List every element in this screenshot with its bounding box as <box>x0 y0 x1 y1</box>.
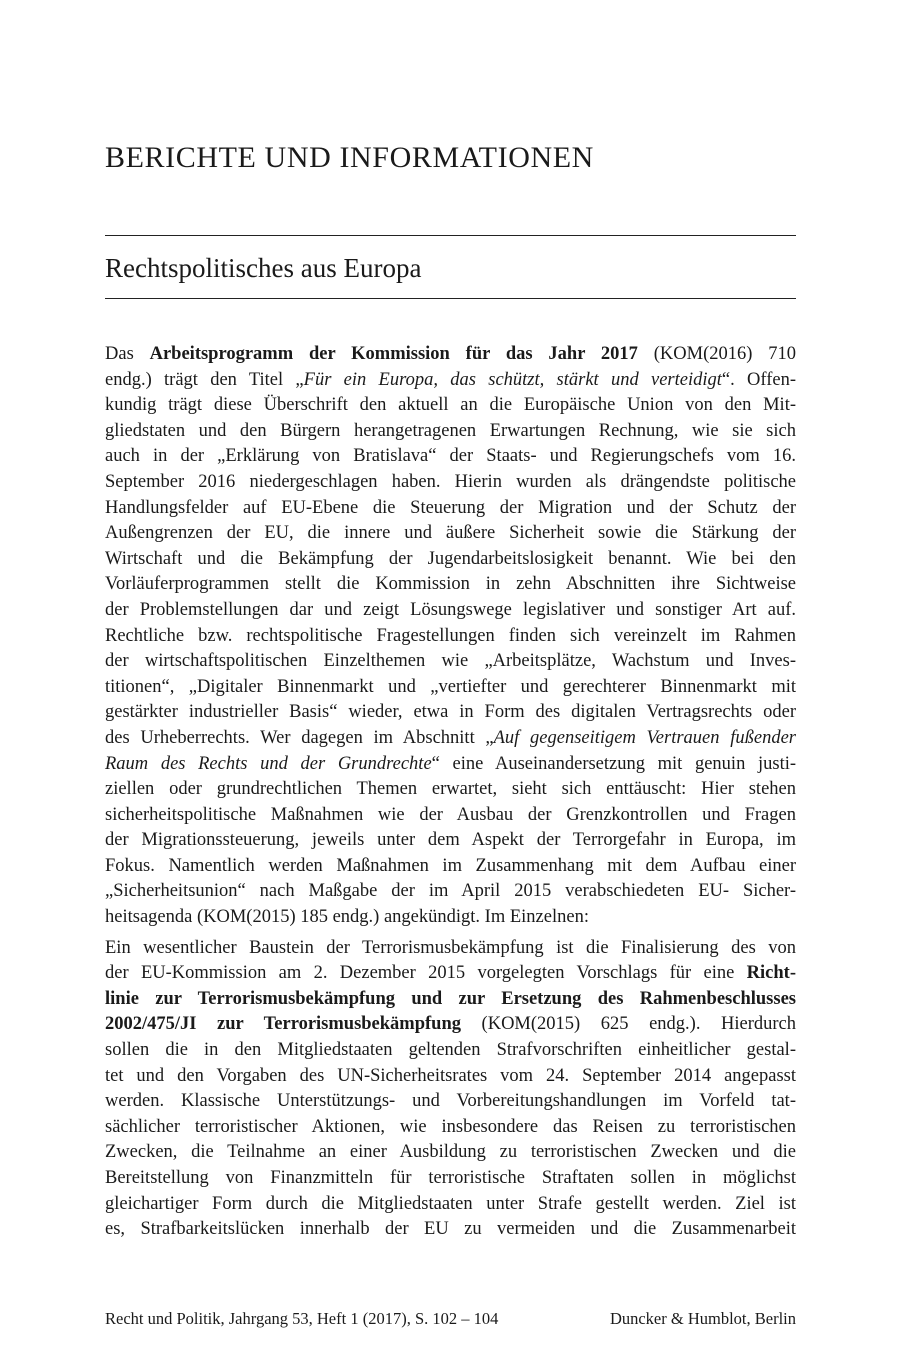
text-line <box>105 1192 796 1218</box>
text-line <box>105 624 796 650</box>
text-line <box>105 961 796 987</box>
text-run: Wirtschaft und die Bekämpfung der Jugendarbeitslosigkeit benannt. Wie bei den <box>105 548 796 569</box>
text-run: (KOM(2015) 625 endg.). Hierdurch <box>461 1014 796 1035</box>
text-line <box>105 854 796 880</box>
text-line <box>105 1166 796 1192</box>
text-run: sächlicher terroristischer Aktionen, wie insbesondere das Reisen zu terroristischen <box>105 1116 796 1137</box>
text-run: endg.) trägt den Titel „ <box>105 369 304 390</box>
text-line <box>105 726 796 752</box>
bold-text: Arbeitsprogramm der Kommission für das Jahr 2017 <box>149 344 638 364</box>
journal-citation: Recht und Politik, Jahrgang 53, Heft 1 (2017), S. 102 – 104 <box>105 1309 499 1328</box>
text-run: Fokus. Namentlich werden Maßnahmen im Zusammenhang mit dem Aufbau einer <box>105 855 796 876</box>
text-run: sollen die in den Mitgliedstaaten geltenden Strafvorschriften einheitlicher gestal- <box>105 1040 796 1061</box>
text-line <box>105 1089 796 1115</box>
text-run: tet und den Vorgaben des UN-Sicherheitsrates vom 24. September 2014 angepasst <box>105 1065 796 1086</box>
text-line <box>105 1140 796 1166</box>
bold-text: Richt- <box>746 963 796 984</box>
article-subtitle: Rechtspolitisches aus Europa <box>105 253 422 283</box>
section-title: BERICHTE UND INFORMATIONEN <box>105 141 594 174</box>
text-line <box>105 419 796 445</box>
text-line <box>105 368 796 394</box>
text-line <box>105 752 796 778</box>
text-line <box>105 572 796 598</box>
italic-text: Raum des Rechts und der Grundrechte <box>105 753 432 774</box>
text-run: “. Offen- <box>721 369 796 390</box>
paragraph-1 <box>105 342 796 931</box>
text-line <box>105 1064 796 1090</box>
text-line <box>105 828 796 854</box>
text-run: “ eine Auseinandersetzung mit genuin justi- <box>431 753 797 774</box>
bottom-rule <box>105 298 796 299</box>
text-line <box>105 987 796 1013</box>
page-footer <box>105 1308 796 1330</box>
text-line <box>105 905 796 931</box>
text-run: September 2016 niedergeschlagen haben. Hierin wurden als drängendste politische <box>105 471 796 492</box>
text-line <box>105 496 796 522</box>
text-run: des Urheberrechts. Wer dagegen im Abschnitt „ <box>105 727 494 748</box>
text-run: „Sicherheitsunion“ nach Maßgabe der im April 2015 verabschiedeten EU- Sicher- <box>105 881 796 902</box>
article-body <box>105 342 796 1243</box>
text-run: gliedstaten und den Bürgern herangetragenen Erwartungen Rechnung, wie sie sich <box>105 420 796 441</box>
text-run: werden. Klassische Unterstützungs- und Vorbereitungshandlungen im Vorfeld tat- <box>105 1091 796 1112</box>
text-run: der wirtschaftspolitischen Einzelthemen wie „Arbeitsplätze, Wachstum und Inves- <box>105 651 796 672</box>
text-line <box>105 1012 796 1038</box>
text-run: Handlungsfelder auf EU-Ebene die Steuerung der Migration und der Schutz der <box>105 497 796 518</box>
text-run: Ein wesentlicher Baustein der Terrorismusbekämpfung ist die Finalisierung des von <box>105 937 796 958</box>
text-line <box>105 879 796 905</box>
text-run: (KOM(2016) 710 <box>637 344 796 364</box>
text-run: Vorläuferprogrammen stellt die Kommission in zehn Abschnitten ihre Sichtweise <box>105 574 796 595</box>
text-line <box>105 803 796 829</box>
text-run: der EU-Kommission am 2. Dezember 2015 vorgelegten Vorschlags für eine <box>105 963 747 984</box>
italic-text: Auf gegenseitigem Vertrauen fußender <box>493 727 796 748</box>
text-run: kundig trägt diese Überschrift den aktuell an die Europäische Union von den Mit- <box>105 395 796 416</box>
text-line <box>105 1217 796 1243</box>
text-line <box>105 444 796 470</box>
text-run: Das <box>105 344 150 364</box>
text-run: Bereitstellung von Finanzmitteln für terroristische Straftaten sollen in möglichst <box>105 1168 796 1188</box>
text-run: heitsagenda (KOM(2015) 185 endg.) angekündigt. Im Einzelnen: <box>105 907 589 928</box>
bold-text: linie zur Terrorismusbekämpfung und zur Ersetzung des Rahmenbeschlusses <box>105 988 796 1009</box>
text-run: titionen“, „Digitaler Binnenmarkt und „vertiefter und gerechterer Binnenmarkt mit <box>105 676 796 697</box>
text-line <box>105 1115 796 1141</box>
text-run: der Problemstellungen dar und zeigt Lösungswege legislativer und sonstiger Art auf. <box>105 599 796 620</box>
text-line <box>105 521 796 547</box>
text-line <box>105 547 796 573</box>
text-line <box>105 598 796 624</box>
text-line <box>105 342 796 368</box>
italic-text: Für ein Europa, das schützt, stärkt und verteidigt <box>303 369 722 390</box>
text-line <box>105 393 796 419</box>
text-line <box>105 470 796 496</box>
text-run: sicherheitspolitische Maßnahmen wie der Ausbau der Grenzkontrollen und Fragen <box>105 804 796 825</box>
text-run: gleichartiger Form durch die Mitgliedstaaten unter Strafe gestellt werden. Ziel ist <box>105 1193 796 1214</box>
text-run: Zwecken, die Teilnahme an einer Ausbildung zu terroristischen Zwecken und die <box>105 1142 796 1163</box>
top-rule <box>105 235 796 236</box>
publisher-name: Duncker & Humblot, Berlin <box>609 1309 796 1328</box>
bold-text: 2002/475/JI zur Terrorismusbekämpfung <box>105 1014 461 1035</box>
text-run: Rechtliche bzw. rechtspolitische Fragestellungen finden sich vereinzelt im Rahmen <box>105 625 796 646</box>
text-run: auch in der „Erklärung von Bratislava“ der Staats- und Regierungschefs vom 16. <box>105 446 796 467</box>
text-line <box>105 649 796 675</box>
text-line <box>105 700 796 726</box>
text-run: es, Strafbarkeitslücken innerhalb der EU zu vermeiden und die Zusammenarbeit <box>105 1219 796 1240</box>
text-line <box>105 1038 796 1064</box>
text-run: der Migrationssteuerung, jeweils unter dem Aspekt der Terrorgefahr in Europa, im <box>105 830 796 851</box>
text-line <box>105 936 796 962</box>
text-run: ziellen oder grundrechtlichen Themen erwartet, sieht sich enttäuscht: Hier stehen <box>105 779 796 800</box>
text-line <box>105 675 796 701</box>
text-run: Außengrenzen der EU, die innere und äußere Sicherheit sowie die Stärkung der <box>105 523 796 544</box>
paragraph-2 <box>105 936 796 1243</box>
text-run: gestärkter industrieller Basis“ wieder, etwa in Form des digitalen Vertragsrechts oder <box>105 702 796 723</box>
text-line <box>105 777 796 803</box>
